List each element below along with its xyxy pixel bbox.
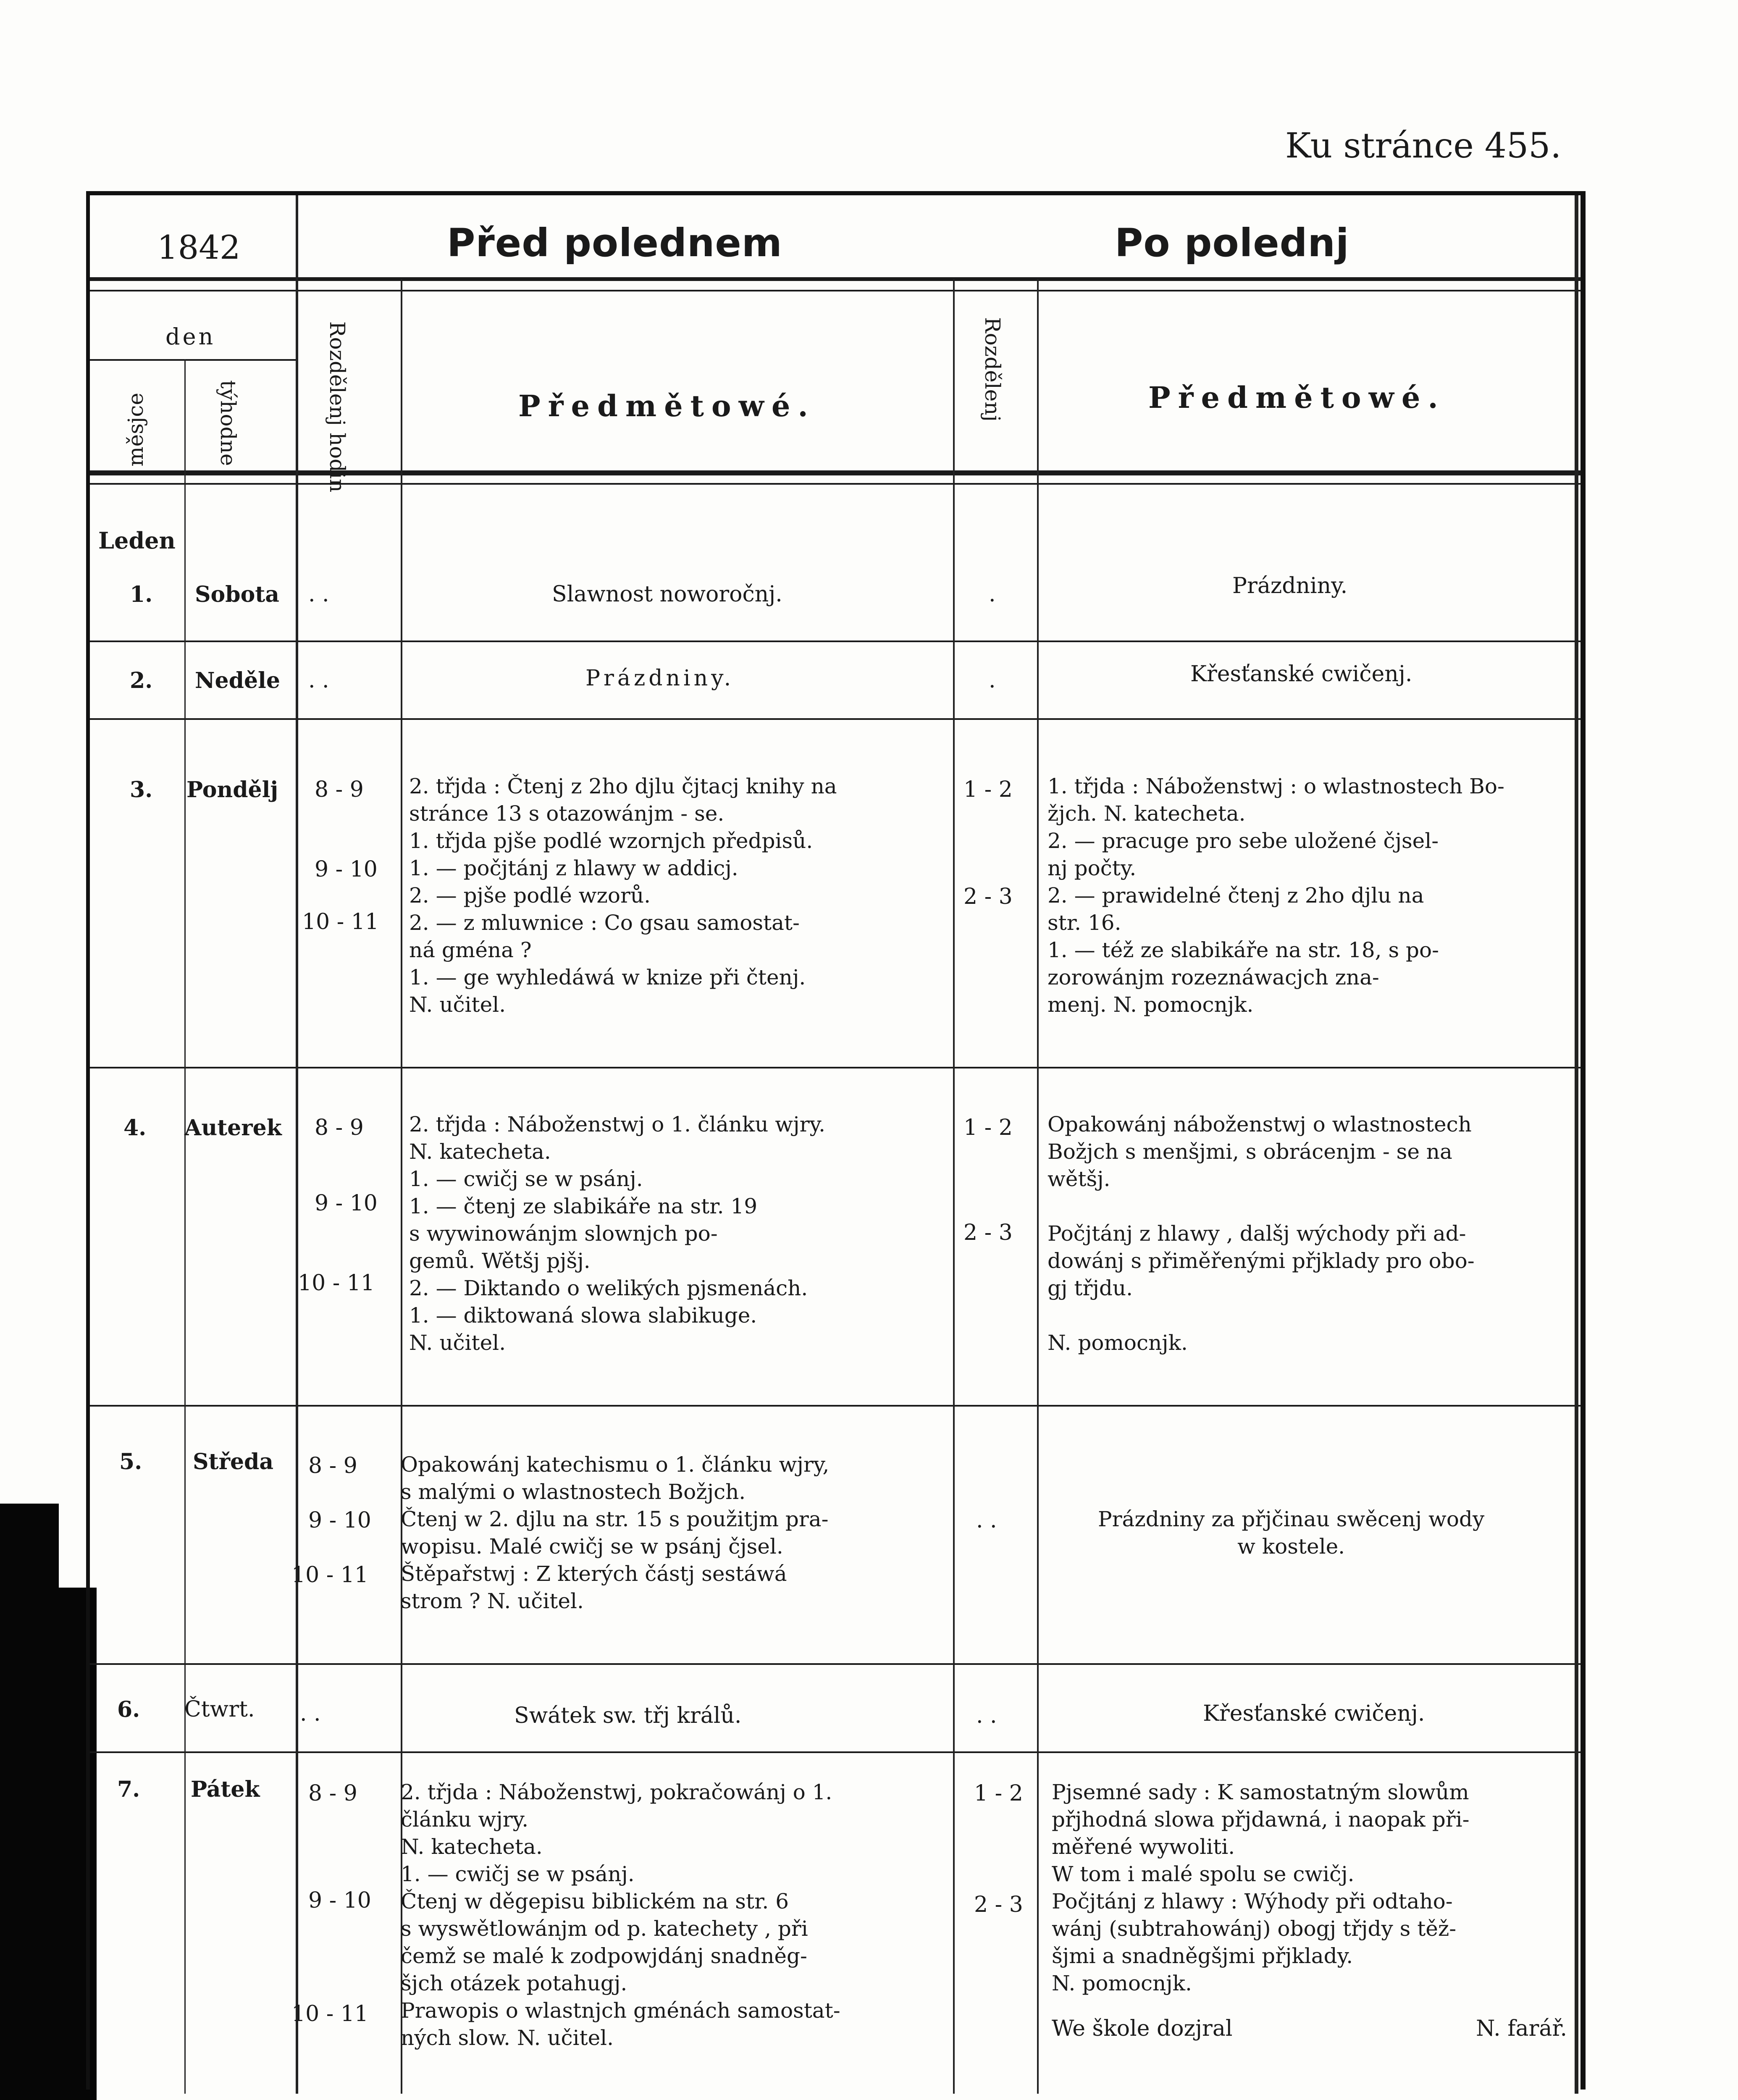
text-line: 1. — cwičj se w psánj. — [409, 1167, 643, 1191]
text-line: 1. třjda pjše podlé wzornjch předpisů. — [409, 829, 813, 853]
text-line: Pjsemné sady : K samostatným slowům — [1052, 1780, 1469, 1804]
pm-hour-slot: 2 - 3 — [964, 1220, 1013, 1245]
day-number: 1. — [130, 582, 153, 607]
pm-hour-slot: 1 - 2 — [964, 1115, 1013, 1140]
text-line: Opakowánj náboženstwj o wlastnostech — [1048, 1112, 1472, 1137]
text-line: stránce 13 s otazowánjm - se. — [409, 801, 725, 826]
text-line: šjmi a snadněgšjmi přjklady. — [1052, 1944, 1353, 1968]
predmetowe-am: Předmětowé. — [518, 388, 816, 423]
text-line: 2. — prawidelné čtenj z 2ho djlu na — [1048, 883, 1424, 908]
pm-hour-slot: 2 - 3 — [974, 1892, 1023, 1917]
tydne-label: týhodne — [216, 380, 240, 466]
am-subjects — [401, 1451, 829, 1615]
hour-slot: 8 - 9 — [308, 1453, 357, 1478]
text-line: 2. — pracuge pro sebe uložené čjsel- — [1048, 829, 1439, 853]
text-line: 2. — Diktando o welikých pjsmenách. — [409, 1276, 808, 1300]
text-line: wětšj. — [1048, 1167, 1111, 1191]
hour-slot: 8 - 9 — [308, 1781, 357, 1806]
hour-slot: 10 - 11 — [291, 1562, 368, 1588]
day-number: 6. — [117, 1697, 140, 1722]
day-number: 2. — [130, 668, 153, 693]
text-line: dowánj s přiměřenými přjklady pro obo- — [1048, 1249, 1475, 1273]
day-name: Sobota — [195, 582, 279, 607]
text-line: žjch. N. katecheta. — [1048, 801, 1246, 826]
text-line: N. pomocnjk. — [1052, 1971, 1192, 1995]
day-name: Neděle — [195, 668, 280, 693]
text-line: W tom i malé spolu se cwičj. — [1052, 1862, 1355, 1886]
am-hours: . . — [308, 668, 329, 693]
pm-subject: Prázdniny. — [1232, 573, 1348, 598]
text-line: 1. třjda : Náboženstwj : o wlastnostech Bo- — [1048, 774, 1504, 798]
day-number: 5. — [119, 1449, 142, 1475]
hour-slot: 10 - 11 — [302, 909, 379, 934]
pm-hour-slot: 1 - 2 — [974, 1781, 1023, 1806]
text-line: Počjtánj z hlawy , dalšj wýchody při ad- — [1048, 1221, 1466, 1246]
text-line: 2. třjda : Náboženstwj, pokračowánj o 1. — [401, 1780, 832, 1804]
text-line: přjhodná slowa přjdawná, i naopak při- — [1052, 1807, 1470, 1832]
pm-subjects — [1052, 1779, 1470, 1997]
text-line: N. katecheta. — [409, 1139, 551, 1164]
text-line: menj. N. pomocnjk. — [1048, 992, 1254, 1017]
day-name: Pátek — [191, 1777, 260, 1802]
afternoon-heading: Po polednj — [1115, 220, 1349, 265]
text-line: šjch otázek potahugj. — [401, 1971, 627, 1995]
rozdeleni-pm-label: Rozdělenj — [980, 317, 1005, 422]
predmetowe-pm: Předmětowé. — [1148, 380, 1446, 415]
text-line: 1. — počjtánj z hlawy w addicj. — [409, 856, 738, 880]
rozdeleni-hodin-label: Rozdělenj hodin — [325, 321, 349, 493]
text-line: 2. třjda : Čtenj z 2ho djlu čjtacj knihy na — [409, 774, 837, 798]
pm-subject: Křesťanské cwičenj. — [1203, 1701, 1425, 1726]
am-subject: Swátek sw. třj králů. — [514, 1703, 742, 1728]
text-line: w kostele. — [1237, 1534, 1345, 1559]
am-hours: . . — [308, 582, 329, 607]
am-subjects — [409, 1111, 825, 1357]
text-line: nj počty. — [1048, 856, 1137, 880]
text-line: s wywinowánjm slownjch po- — [409, 1221, 718, 1246]
morning-heading: Před polednem — [447, 220, 782, 265]
text-line: Počjtánj z hlawy : Wýhody při odtaho- — [1052, 1889, 1453, 1914]
text-line: strom ? N. učitel. — [401, 1589, 584, 1613]
text-line: Opakowánj katechismu o 1. článku wjry, — [401, 1452, 830, 1477]
month-label: Leden — [98, 527, 176, 554]
pm-subjects — [1098, 1506, 1484, 1560]
text-line: 1. — čtenj ze slabikáře na str. 19 — [409, 1194, 758, 1218]
am-subjects — [409, 773, 837, 1018]
text-line: wopisu. Malé cwičj se w psánj čjsel. — [401, 1534, 783, 1559]
text-line: gemů. Wětšj pjšj. — [409, 1249, 591, 1273]
pm-hour-slot: 2 - 3 — [964, 884, 1013, 909]
pm-hours: . . — [976, 1703, 997, 1728]
signoff-left: We škole dozjral — [1052, 2016, 1233, 2041]
text-line: 1. — diktowaná slowa slabikuge. — [409, 1303, 757, 1328]
text-line: Čtenj w děgepisu biblickém na str. 6 — [401, 1889, 789, 1914]
text-line: N. učitel. — [409, 992, 506, 1017]
day-name: Pondělj — [186, 777, 278, 803]
hour-slot: 9 - 10 — [315, 1191, 378, 1216]
pm-subjects — [1048, 773, 1504, 1018]
pm-hour-slot: 1 - 2 — [964, 777, 1013, 802]
year: 1842 — [157, 229, 241, 267]
text-line: článku wjry. — [401, 1807, 529, 1832]
text-line: 1. — cwičj se w psánj. — [401, 1862, 635, 1886]
text-line — [1048, 1302, 1475, 1329]
text-line: N. katecheta. — [401, 1835, 543, 1859]
text-line: ných slow. N. učitel. — [401, 2026, 614, 2050]
hour-slot: 9 - 10 — [308, 1888, 371, 1913]
text-line: Čtenj w 2. djlu na str. 15 s použitjm pra- — [401, 1507, 829, 1531]
den-label: den — [165, 323, 216, 350]
text-line: 1. — ge wyhledáwá w knize při čtenj. — [409, 965, 806, 990]
pm-hours: . — [989, 668, 996, 693]
text-line: N. pomocnjk. — [1048, 1331, 1188, 1355]
hour-slot: 9 - 10 — [308, 1508, 371, 1533]
hour-slot: 10 - 11 — [291, 2001, 368, 2026]
am-subjects — [401, 1779, 840, 2052]
text-line: ná gména ? — [409, 938, 532, 962]
day-number: 7. — [117, 1777, 140, 1802]
schedule-table — [86, 191, 1586, 2090]
text-line: 2. třjda : Náboženstwj o 1. článku wjry. — [409, 1112, 825, 1137]
text-line: N. učitel. — [409, 1331, 506, 1355]
text-line: 2. — pjše podlé wzorů. — [409, 883, 651, 908]
text-line: 2. — z mluwnice : Co gsau samostat- — [409, 911, 800, 935]
text-line: s wyswětlowánjm od p. katechety , při — [401, 1916, 808, 1941]
text-line: Prawopis o wlastnjch gménách samostat- — [401, 1998, 840, 2023]
signoff-right: N. farář. — [1476, 2016, 1567, 2041]
pm-hours: . . — [976, 1508, 997, 1533]
text-line: s malými o wlastnostech Božjch. — [401, 1480, 746, 1504]
text-line: wánj (subtrahowánj) obogj třjdy s těž- — [1052, 1916, 1457, 1941]
pm-subject: Křesťanské cwičenj. — [1190, 662, 1412, 687]
text-line: čemž se malé k zodpowjdánj snadněg- — [401, 1944, 807, 1968]
text-line: str. 16. — [1048, 911, 1121, 935]
hour-slot: 8 - 9 — [315, 1115, 364, 1140]
text-line — [1048, 1193, 1475, 1220]
text-line: zorowánjm rozeznáwacjch zna- — [1048, 965, 1379, 990]
pm-hours: . — [989, 582, 996, 607]
text-line: Štěpařstwj : Z kterých částj sestáwá — [401, 1562, 787, 1586]
pm-subjects — [1048, 1111, 1475, 1357]
text-line: Božjch s menšjmi, s obrácenjm - se na — [1048, 1139, 1452, 1164]
text-line: Prázdniny za přjčinau swěcenj wody — [1098, 1507, 1485, 1531]
am-subject: Prázdniny. — [585, 666, 735, 691]
text-line: měřené wywoliti. — [1052, 1835, 1235, 1859]
mesice-label: měsjce — [123, 393, 148, 467]
day-number: 3. — [130, 777, 153, 803]
hour-slot: 9 - 10 — [315, 857, 378, 882]
am-hours: . . — [300, 1701, 321, 1726]
text-line: 1. — též ze slabikáře na str. 18, s po- — [1048, 938, 1439, 962]
day-name: Středa — [193, 1449, 274, 1475]
page-reference: Ku stránce 455. — [1285, 126, 1562, 166]
scan-shadow — [0, 1588, 97, 2100]
day-name: Čtwrt. — [184, 1697, 255, 1722]
am-subject: Slawnost noworočnj. — [552, 582, 782, 607]
hour-slot: 8 - 9 — [315, 777, 364, 802]
hour-slot: 10 - 11 — [298, 1270, 375, 1296]
day-name: Auterek — [184, 1115, 282, 1141]
day-number: 4. — [123, 1115, 147, 1141]
text-line: gj třjdu. — [1048, 1276, 1133, 1300]
